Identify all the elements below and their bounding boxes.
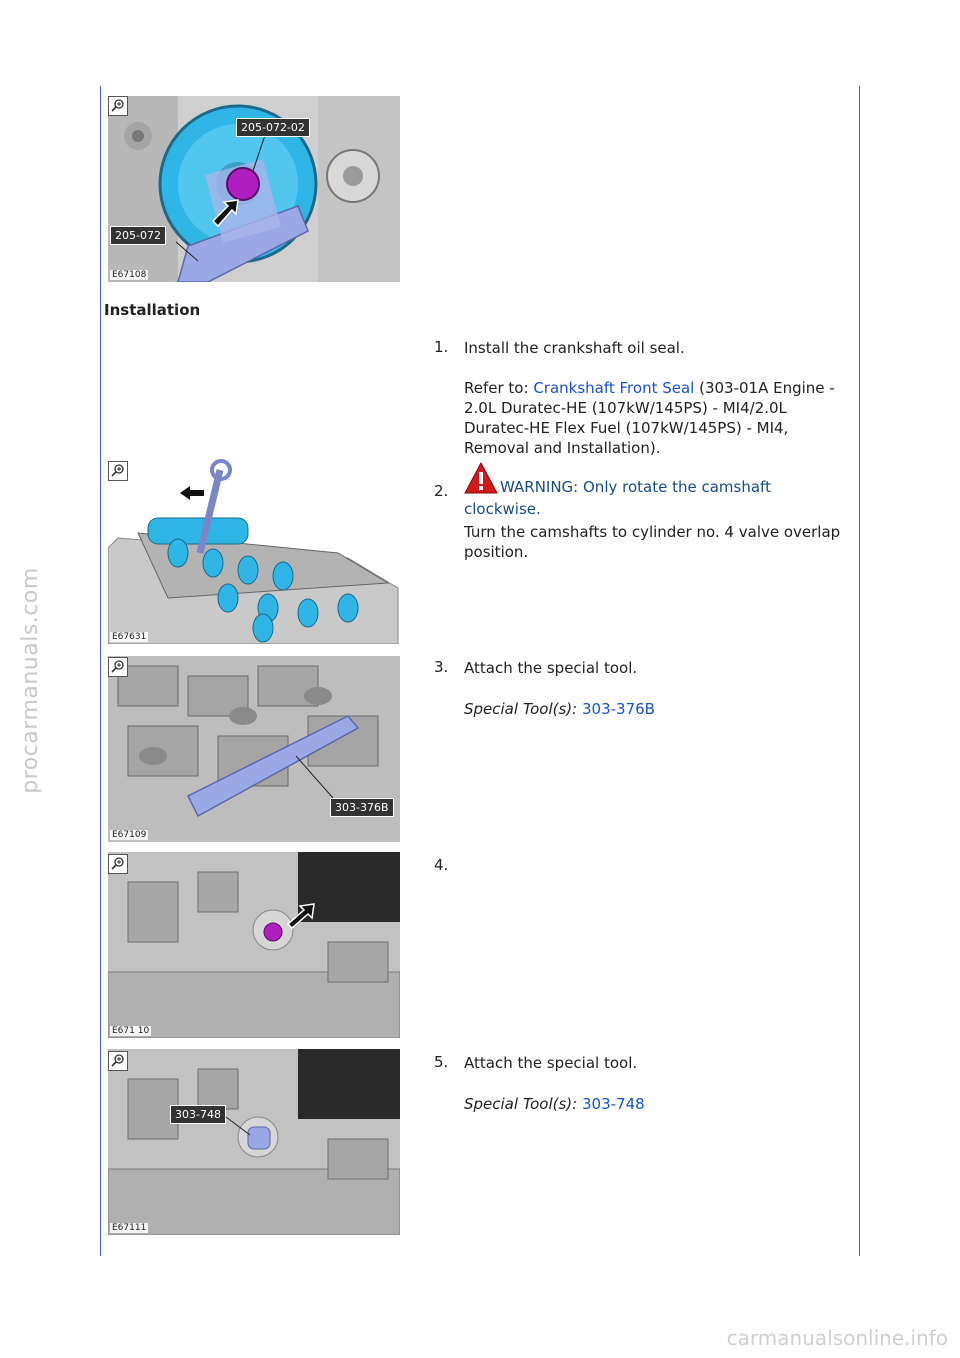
tool-callout: 303-376B	[330, 798, 394, 817]
zoom-icon[interactable]	[108, 1051, 128, 1071]
special-tool-label: Special Tool(s):	[464, 700, 582, 718]
figure-timing-peg-tool[interactable]	[108, 1049, 400, 1235]
tool-callout: 205-072	[110, 226, 166, 245]
refer-to-note	[464, 378, 852, 458]
zoom-icon[interactable]	[108, 854, 128, 874]
figure-camshaft-alignment-tool[interactable]	[108, 656, 400, 842]
figure-id: E671 10	[112, 1026, 150, 1036]
step-text: Turn the camshafts to cylinder no. 4 valve overlap position.	[464, 523, 841, 561]
footer-watermark: carmanualsonline.info	[726, 1326, 948, 1350]
figure-id: E67108	[112, 270, 147, 280]
special-tool-link[interactable]: 303-748	[582, 1095, 645, 1113]
tool-callout: 303-748	[170, 1105, 226, 1124]
tool-callout: 205-072-02	[236, 118, 310, 137]
figure-id: E67631	[112, 632, 147, 642]
warning-triangle-icon	[464, 462, 498, 494]
step-number: 2.	[434, 482, 449, 500]
refer-to-label: Refer to:	[464, 379, 534, 397]
zoom-icon[interactable]	[108, 96, 128, 116]
step-text: Attach the special tool.	[464, 1054, 638, 1072]
special-tool-link[interactable]: 303-376B	[582, 700, 655, 718]
zoom-icon[interactable]	[108, 657, 128, 677]
special-tool-note	[464, 1094, 852, 1114]
figure-id: E67109	[112, 830, 147, 840]
warning-text: WARNING: Only rotate the camshaft clockwise.	[464, 478, 771, 518]
step-number: 4.	[434, 856, 449, 874]
figure-timing-peg-plug[interactable]	[108, 852, 400, 1038]
refer-to-details: (303-01A Engine - 2.0L Duratec-HE (107kW/145PS) - MI4/2.0L Duratec-HE Flex Fuel (107kW/145PS) - MI4, Removal and Installation).	[464, 379, 835, 457]
figure-camshaft-rotation[interactable]	[108, 458, 400, 644]
zoom-icon[interactable]	[108, 461, 128, 481]
special-tool-label: Special Tool(s):	[464, 1095, 582, 1113]
figure-crankshaft-pulley-tool[interactable]	[108, 96, 400, 282]
left-margin-rule	[100, 86, 101, 1256]
step-text: Attach the special tool.	[464, 659, 638, 677]
side-watermark: procarmanuals.com	[17, 566, 43, 794]
step-number: 5.	[434, 1053, 449, 1071]
section-heading: Installation	[104, 301, 201, 319]
step-number: 1.	[434, 338, 449, 356]
step-text: Install the crankshaft oil seal.	[464, 339, 685, 357]
right-margin-rule	[859, 86, 860, 1256]
warning-note	[464, 462, 852, 520]
crankshaft-front-seal-link[interactable]: Crankshaft Front Seal	[533, 379, 695, 397]
special-tool-note	[464, 699, 852, 719]
figure-id: E67111	[112, 1223, 147, 1233]
step-number: 3.	[434, 658, 449, 676]
